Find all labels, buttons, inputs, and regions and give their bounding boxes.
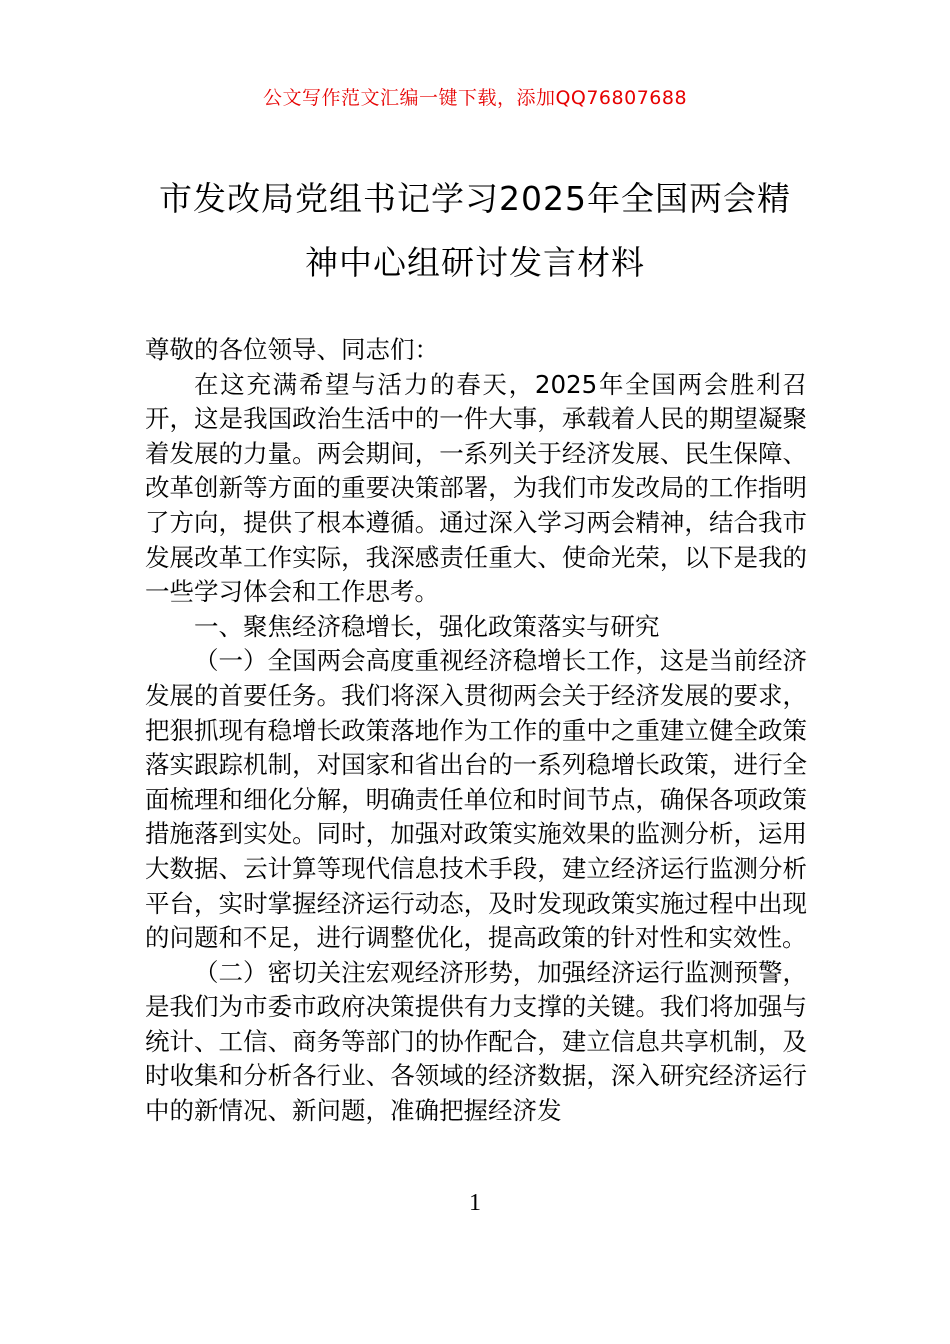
page-number: 1 [469, 1190, 481, 1216]
download-banner[interactable]: 公文写作范文汇编一键下载，添加QQ76807688 [262, 87, 688, 109]
section-heading-1: 一、聚焦经济稳增长，强化政策落实与研究 [194, 611, 660, 641]
paragraph-2: （二）密切关注宏观经济形势，加强经济运行监测预警，是我们为市委市政府决策提供有力支撑的关键。我们将加强与统计、工信、商务等部门的协作配合，建立信息共享机制，及时收集和分析各行业、各领域的经济数据，深入研究经济运行中的新情况、新问题，准确把握经济发 [145, 957, 807, 1126]
document-title [100, 167, 850, 295]
title-line-2: 神中心组研讨发言材料 [305, 243, 645, 282]
paragraph-1: （一）全国两会高度重视经济稳增长工作，这是当前经济发展的首要任务。我们将深入贯彻两会关于经济发展的要求，把狠抓现有稳增长政策落地作为工作的重中之重建立健全政策落实跟踪机制，对国家和省出台的一系列稳增长政策，进行全面梳理和细化分解，明确责任单位和时间节点，确保各项政策措施落到实处。同时，加强对政策实施效果的监测分析，运用大数据、云计算等现代信息技术手段，建立经济运行监测分析平台，实时掌握经济运行动态，及时发现政策实施过程中出现的问题和不足，进行调整优化，提高政策的针对性和实效性。 [145, 646, 807, 953]
title-line-1: 市发改局党组书记学习2025年全国两会精 [159, 179, 791, 218]
salutation: 尊敬的各位领导、同志们： [145, 335, 439, 364]
document-body [145, 333, 807, 1129]
paragraph-intro: 在这充满希望与活力的春天，2025年全国两会胜利召开，这是我国政治生活中的一件大事，承载着人民的期望凝聚着发展的力量。两会期间，一系列关于经济发展、民生保障、改革创新等方面的重要决策部署，为我们市发改局的工作指明了方向，提供了根本遵循。通过深入学习两会精神，结合我市发展改革工作实际，我深感责任重大、使命光荣，以下是我的一些学习体会和工作思考。 [145, 369, 807, 607]
